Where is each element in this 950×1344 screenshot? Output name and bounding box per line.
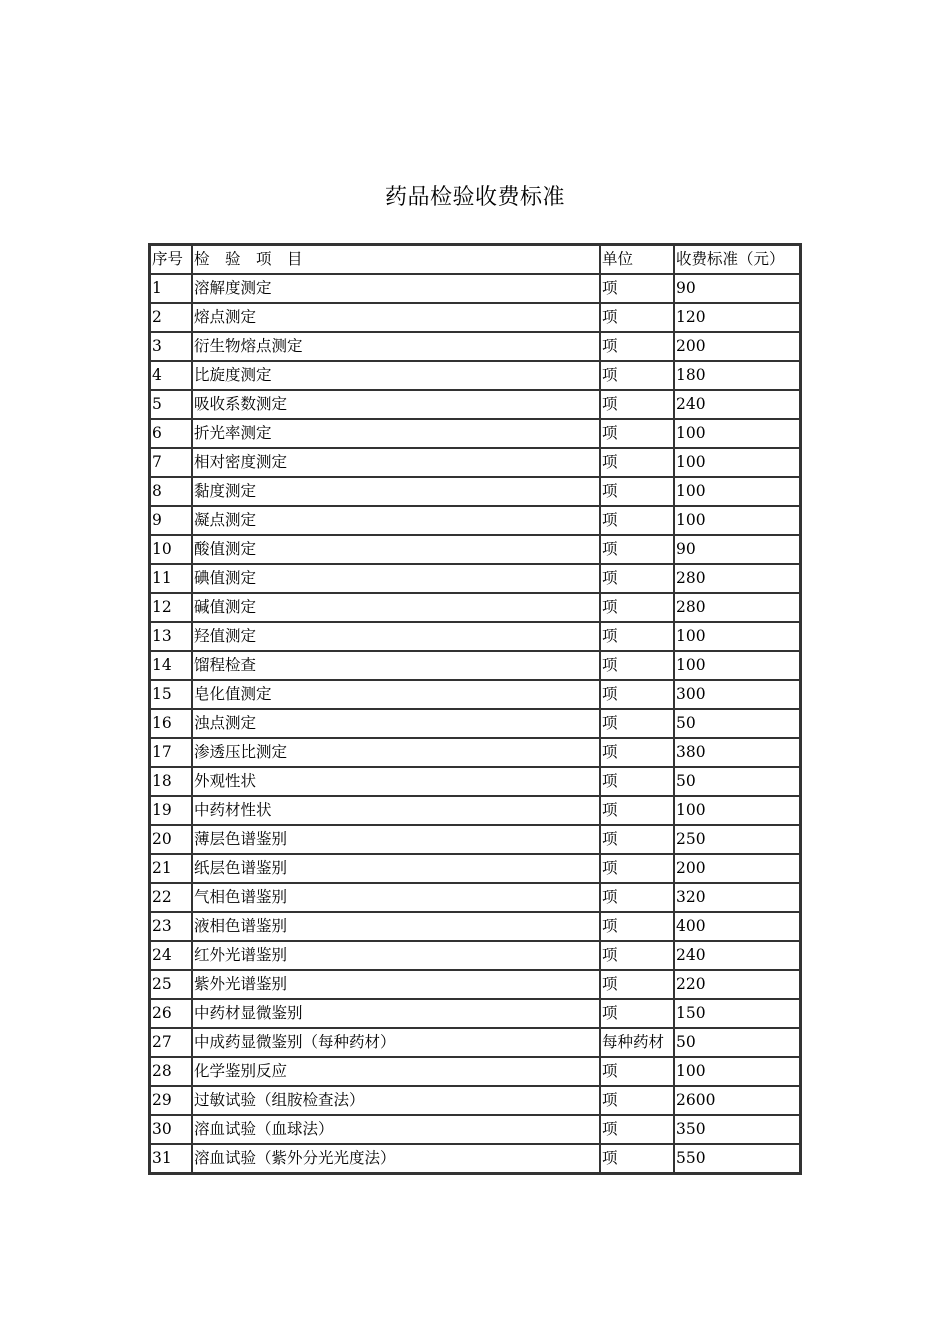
cell-unit: 项	[600, 274, 674, 303]
cell-fee: 250	[674, 825, 800, 854]
cell-item: 纸层色谱鉴别	[192, 854, 600, 883]
table-row	[150, 651, 800, 680]
cell-fee: 280	[674, 564, 800, 593]
table-row	[150, 390, 800, 419]
cell-fee: 200	[674, 332, 800, 361]
table-row	[150, 506, 800, 535]
table-row	[150, 970, 800, 999]
table-row	[150, 941, 800, 970]
cell-item: 酸值测定	[192, 535, 600, 564]
cell-fee: 400	[674, 912, 800, 941]
cell-item: 中成药显微鉴别（每种药材）	[192, 1028, 600, 1057]
cell-fee: 180	[674, 361, 800, 390]
cell-number: 17	[150, 738, 192, 767]
cell-fee: 120	[674, 303, 800, 332]
cell-number: 29	[150, 1086, 192, 1115]
cell-item: 薄层色谱鉴别	[192, 825, 600, 854]
cell-item: 吸收系数测定	[192, 390, 600, 419]
table-body	[150, 274, 800, 1173]
cell-item: 过敏试验（组胺检查法）	[192, 1086, 600, 1115]
cell-number: 23	[150, 912, 192, 941]
cell-unit: 项	[600, 709, 674, 738]
cell-fee: 100	[674, 796, 800, 825]
table-row	[150, 361, 800, 390]
cell-unit: 项	[600, 448, 674, 477]
cell-number: 16	[150, 709, 192, 738]
cell-item: 渗透压比测定	[192, 738, 600, 767]
cell-number: 26	[150, 999, 192, 1028]
cell-item: 浊点测定	[192, 709, 600, 738]
table-row	[150, 564, 800, 593]
cell-item: 折光率测定	[192, 419, 600, 448]
cell-number: 7	[150, 448, 192, 477]
table-row	[150, 680, 800, 709]
cell-fee: 200	[674, 854, 800, 883]
cell-item: 外观性状	[192, 767, 600, 796]
cell-number: 24	[150, 941, 192, 970]
cell-fee: 380	[674, 738, 800, 767]
cell-fee: 100	[674, 419, 800, 448]
cell-fee: 100	[674, 506, 800, 535]
cell-number: 4	[150, 361, 192, 390]
cell-unit: 项	[600, 303, 674, 332]
cell-unit: 项	[600, 883, 674, 912]
cell-unit: 项	[600, 651, 674, 680]
cell-fee: 50	[674, 1028, 800, 1057]
cell-number: 1	[150, 274, 192, 303]
table-row	[150, 1144, 800, 1173]
cell-item: 比旋度测定	[192, 361, 600, 390]
fee-table	[148, 243, 802, 1175]
cell-unit: 项	[600, 332, 674, 361]
cell-unit: 项	[600, 1086, 674, 1115]
cell-item: 馏程检查	[192, 651, 600, 680]
table-row	[150, 477, 800, 506]
cell-item: 凝点测定	[192, 506, 600, 535]
cell-unit: 项	[600, 999, 674, 1028]
cell-number: 28	[150, 1057, 192, 1086]
table-row	[150, 419, 800, 448]
cell-number: 10	[150, 535, 192, 564]
table-row	[150, 854, 800, 883]
cell-unit: 项	[600, 593, 674, 622]
cell-fee: 100	[674, 622, 800, 651]
cell-item: 衍生物熔点测定	[192, 332, 600, 361]
cell-number: 15	[150, 680, 192, 709]
cell-unit: 每种药材	[600, 1028, 674, 1057]
cell-number: 12	[150, 593, 192, 622]
cell-fee: 280	[674, 593, 800, 622]
header-cell-unit: 单位	[600, 245, 674, 274]
table-row	[150, 1057, 800, 1086]
table-row	[150, 332, 800, 361]
cell-number: 31	[150, 1144, 192, 1173]
cell-unit: 项	[600, 796, 674, 825]
table-row	[150, 448, 800, 477]
cell-item: 熔点测定	[192, 303, 600, 332]
cell-item: 溶血试验（血球法）	[192, 1115, 600, 1144]
cell-unit: 项	[600, 825, 674, 854]
cell-unit: 项	[600, 1057, 674, 1086]
cell-unit: 项	[600, 680, 674, 709]
cell-fee: 350	[674, 1115, 800, 1144]
cell-fee: 150	[674, 999, 800, 1028]
table-row	[150, 709, 800, 738]
cell-number: 19	[150, 796, 192, 825]
cell-unit: 项	[600, 477, 674, 506]
cell-unit: 项	[600, 1115, 674, 1144]
cell-number: 22	[150, 883, 192, 912]
table-row	[150, 1086, 800, 1115]
table-row	[150, 738, 800, 767]
table-row	[150, 912, 800, 941]
table-row	[150, 825, 800, 854]
cell-unit: 项	[600, 390, 674, 419]
header-cell-number: 序号	[150, 245, 192, 274]
cell-fee: 220	[674, 970, 800, 999]
cell-unit: 项	[600, 361, 674, 390]
cell-item: 中药材性状	[192, 796, 600, 825]
table-row	[150, 622, 800, 651]
cell-number: 13	[150, 622, 192, 651]
cell-fee: 320	[674, 883, 800, 912]
cell-item: 碱值测定	[192, 593, 600, 622]
cell-fee: 100	[674, 477, 800, 506]
cell-fee: 50	[674, 767, 800, 796]
cell-item: 溶解度测定	[192, 274, 600, 303]
table-row	[150, 796, 800, 825]
table-row	[150, 883, 800, 912]
cell-item: 羟值测定	[192, 622, 600, 651]
cell-fee: 240	[674, 941, 800, 970]
cell-fee: 300	[674, 680, 800, 709]
cell-number: 30	[150, 1115, 192, 1144]
cell-unit: 项	[600, 622, 674, 651]
cell-item: 液相色谱鉴别	[192, 912, 600, 941]
cell-item: 中药材显微鉴别	[192, 999, 600, 1028]
cell-item: 化学鉴别反应	[192, 1057, 600, 1086]
table-row	[150, 303, 800, 332]
cell-item: 紫外光谱鉴别	[192, 970, 600, 999]
header-cell-fee: 收费标准（元）	[674, 245, 800, 274]
cell-number: 25	[150, 970, 192, 999]
cell-number: 21	[150, 854, 192, 883]
table-row	[150, 767, 800, 796]
cell-fee: 100	[674, 651, 800, 680]
cell-item: 碘值测定	[192, 564, 600, 593]
cell-fee: 90	[674, 274, 800, 303]
cell-number: 6	[150, 419, 192, 448]
cell-unit: 项	[600, 506, 674, 535]
cell-fee: 550	[674, 1144, 800, 1173]
cell-fee: 100	[674, 1057, 800, 1086]
cell-fee: 50	[674, 709, 800, 738]
cell-number: 11	[150, 564, 192, 593]
cell-unit: 项	[600, 1144, 674, 1173]
cell-item: 红外光谱鉴别	[192, 941, 600, 970]
cell-number: 14	[150, 651, 192, 680]
cell-fee: 90	[674, 535, 800, 564]
cell-number: 8	[150, 477, 192, 506]
cell-item: 黏度测定	[192, 477, 600, 506]
cell-number: 20	[150, 825, 192, 854]
cell-unit: 项	[600, 970, 674, 999]
cell-fee: 2600	[674, 1086, 800, 1115]
header-cell-item: 检 验 项 目	[192, 245, 600, 274]
cell-unit: 项	[600, 912, 674, 941]
cell-number: 2	[150, 303, 192, 332]
document-title: 药品检验收费标准	[384, 185, 565, 210]
table-row	[150, 999, 800, 1028]
cell-unit: 项	[600, 941, 674, 970]
cell-unit: 项	[600, 564, 674, 593]
cell-number: 27	[150, 1028, 192, 1057]
table-row	[150, 274, 800, 303]
cell-item: 气相色谱鉴别	[192, 883, 600, 912]
cell-unit: 项	[600, 767, 674, 796]
cell-unit: 项	[600, 738, 674, 767]
cell-item: 皂化值测定	[192, 680, 600, 709]
table-row	[150, 593, 800, 622]
cell-number: 3	[150, 332, 192, 361]
cell-fee: 240	[674, 390, 800, 419]
cell-item: 相对密度测定	[192, 448, 600, 477]
table-row	[150, 1115, 800, 1144]
cell-unit: 项	[600, 535, 674, 564]
table-row	[150, 1028, 800, 1057]
cell-number: 9	[150, 506, 192, 535]
cell-unit: 项	[600, 854, 674, 883]
table-row	[150, 535, 800, 564]
cell-fee: 100	[674, 448, 800, 477]
table-header-row	[150, 245, 800, 274]
cell-number: 5	[150, 390, 192, 419]
cell-unit: 项	[600, 419, 674, 448]
cell-number: 18	[150, 767, 192, 796]
cell-item: 溶血试验（紫外分光光度法）	[192, 1144, 600, 1173]
